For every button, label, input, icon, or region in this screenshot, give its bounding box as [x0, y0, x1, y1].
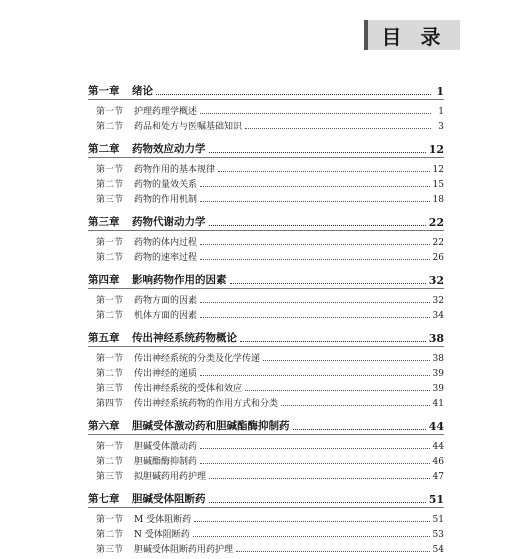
chapter-label: 第一章	[88, 85, 120, 97]
section-title: 胆碱酯酶抑制药	[134, 457, 198, 467]
table-of-contents	[88, 78, 444, 559]
chapter-page-number: 38	[428, 332, 444, 345]
section-label: 第一节	[96, 515, 124, 525]
section-page-number: 47	[432, 472, 444, 482]
section-page-number: 41	[432, 399, 444, 409]
section-label: 第四节	[96, 399, 124, 409]
leader-dots	[263, 360, 430, 361]
section-label: 第一节	[96, 296, 124, 306]
section-entry[interactable]	[88, 102, 444, 117]
section-entry[interactable]	[88, 349, 444, 364]
section-title: 传出神经的递质	[134, 369, 198, 379]
section-page-number: 32	[432, 296, 444, 306]
section-label: 第一节	[96, 354, 124, 364]
chapter-page-number: 22	[428, 216, 444, 229]
chapter-page-number: 32	[428, 274, 444, 287]
section-entry[interactable]	[88, 233, 444, 248]
chapter-divider	[88, 230, 444, 231]
section-page-number: 1	[438, 107, 444, 117]
leader-dots	[200, 201, 430, 202]
chapter-label: 第四章	[88, 274, 120, 286]
chapter-title: 影响药物作用的因素	[132, 274, 227, 286]
section-label: 第二节	[96, 369, 124, 379]
section-label: 第二节	[96, 122, 124, 132]
section-page-number: 39	[432, 384, 444, 394]
chapter-label: 第七章	[88, 493, 120, 505]
chapter-title: 药物代谢动力学	[132, 216, 206, 228]
chapter-entry[interactable]	[88, 209, 444, 229]
leader-dots	[200, 259, 430, 260]
leader-dots	[236, 551, 430, 552]
leader-dots	[293, 429, 426, 430]
chapter-label: 第二章	[88, 143, 120, 155]
leader-dots	[200, 463, 430, 464]
section-entry[interactable]	[88, 467, 444, 482]
section-entry[interactable]	[88, 291, 444, 306]
section-title: 传出神经系统的受体和效应	[134, 384, 243, 394]
leader-dots	[281, 405, 430, 406]
section-title: 护理药理学概述	[134, 107, 198, 117]
section-label: 第一节	[96, 238, 124, 248]
leader-dots	[245, 128, 431, 129]
chapter-divider	[88, 507, 444, 508]
leader-dots	[193, 536, 430, 537]
chapter-group	[88, 209, 444, 263]
section-label: 第二节	[96, 530, 124, 540]
section-entry[interactable]	[88, 175, 444, 190]
chapter-page-number: 51	[428, 493, 444, 506]
chapter-group	[88, 136, 444, 205]
chapter-entry[interactable]	[88, 136, 444, 156]
section-page-number: 3	[438, 122, 444, 132]
section-label: 第二节	[96, 457, 124, 467]
section-title: 胆碱受体激动药	[134, 442, 198, 452]
leader-dots	[230, 283, 426, 284]
section-page-number: 12	[432, 165, 444, 175]
section-label: 第二节	[96, 253, 124, 263]
chapter-page-number: 1	[436, 85, 444, 98]
section-page-number: 44	[432, 442, 444, 452]
section-page-number: 54	[432, 545, 444, 555]
section-entry[interactable]	[88, 190, 444, 205]
section-entry[interactable]	[88, 306, 444, 321]
section-entry[interactable]	[88, 117, 444, 132]
chapter-divider	[88, 434, 444, 435]
chapter-page-number: 12	[428, 143, 444, 156]
section-label: 第二节	[96, 180, 124, 190]
chapter-label: 第六章	[88, 420, 120, 432]
chapter-label: 第五章	[88, 332, 120, 344]
chapter-entry[interactable]	[88, 325, 444, 345]
section-page-number: 34	[432, 311, 444, 321]
chapter-entry[interactable]	[88, 78, 444, 98]
section-label: 第一节	[96, 165, 124, 175]
chapter-group	[88, 413, 444, 482]
section-label: 第二节	[96, 311, 124, 321]
section-page-number: 46	[432, 457, 444, 467]
chapter-divider	[88, 288, 444, 289]
section-page-number: 26	[432, 253, 444, 263]
section-title: 药物的速率过程	[134, 253, 198, 263]
leader-dots	[200, 448, 430, 449]
leader-dots	[209, 502, 426, 503]
leader-dots	[200, 302, 430, 303]
section-entry[interactable]	[88, 160, 444, 175]
chapter-entry[interactable]	[88, 267, 444, 287]
chapter-title: 胆碱受体激动药和胆碱酯酶抑制药	[132, 420, 290, 432]
section-label: 第一节	[96, 442, 124, 452]
section-title: 药物的量效关系	[134, 180, 198, 190]
section-title: M 受体阻断药	[134, 515, 192, 525]
section-page-number: 38	[432, 354, 444, 364]
section-title: 传出神经系统药物的作用方式和分类	[134, 399, 279, 409]
section-label: 第一节	[96, 107, 124, 117]
section-entry[interactable]	[88, 510, 444, 525]
section-title: 机体方面的因素	[134, 311, 198, 321]
section-page-number: 51	[432, 515, 444, 525]
section-title: 传出神经系统的分类及化学传递	[134, 354, 261, 364]
section-title: 胆碱受体阻断药用药护理	[134, 545, 234, 555]
section-entry[interactable]	[88, 540, 444, 555]
leader-dots	[156, 94, 431, 95]
chapter-entry[interactable]	[88, 486, 444, 506]
leader-dots	[194, 521, 429, 522]
section-label: 第三节	[96, 195, 124, 205]
toc-title: 目 录	[364, 20, 460, 50]
section-title: 药物作用的基本规律	[134, 165, 216, 175]
section-title: 拟胆碱药用药护理	[134, 472, 207, 482]
section-entry[interactable]	[88, 452, 444, 467]
section-entry[interactable]	[88, 379, 444, 394]
chapter-group	[88, 325, 444, 409]
chapter-divider	[88, 346, 444, 347]
section-title: 药物的体内过程	[134, 238, 198, 248]
section-page-number: 18	[432, 195, 444, 205]
section-page-number: 22	[432, 238, 444, 248]
chapter-group	[88, 267, 444, 321]
leader-dots	[200, 244, 430, 245]
chapter-title: 传出神经系统药物概论	[132, 332, 237, 344]
section-title: 药物方面的因素	[134, 296, 198, 306]
section-page-number: 39	[432, 369, 444, 379]
chapter-page-number: 44	[428, 420, 444, 433]
section-entry[interactable]	[88, 248, 444, 263]
chapter-entry[interactable]	[88, 413, 444, 433]
leader-dots	[240, 341, 426, 342]
section-entry[interactable]	[88, 364, 444, 379]
chapter-title: 绪论	[132, 85, 153, 97]
section-entry[interactable]	[88, 394, 444, 409]
leader-dots	[209, 152, 426, 153]
section-label: 第三节	[96, 545, 124, 555]
section-title: 药品和处方与医嘱基础知识	[134, 122, 243, 132]
leader-dots	[209, 478, 430, 479]
section-title: 药物的作用机制	[134, 195, 198, 205]
chapter-title: 药物效应动力学	[132, 143, 206, 155]
leader-dots	[209, 225, 426, 226]
leader-dots	[200, 317, 430, 318]
leader-dots	[200, 375, 430, 376]
section-label: 第三节	[96, 384, 124, 394]
section-page-number: 15	[432, 180, 444, 190]
chapter-divider	[88, 157, 444, 158]
chapter-label: 第三章	[88, 216, 120, 228]
chapter-title: 胆碱受体阻断药	[132, 493, 206, 505]
leader-dots	[245, 390, 430, 391]
leader-dots	[200, 186, 430, 187]
section-page-number: 53	[432, 530, 444, 540]
leader-dots	[200, 113, 431, 114]
section-entry[interactable]	[88, 437, 444, 452]
chapter-group	[88, 78, 444, 132]
chapter-divider	[88, 99, 444, 100]
leader-dots	[218, 171, 430, 172]
section-title: N 受体阻断药	[134, 530, 190, 540]
section-entry[interactable]	[88, 525, 444, 540]
section-label: 第三节	[96, 472, 124, 482]
chapter-group	[88, 486, 444, 555]
